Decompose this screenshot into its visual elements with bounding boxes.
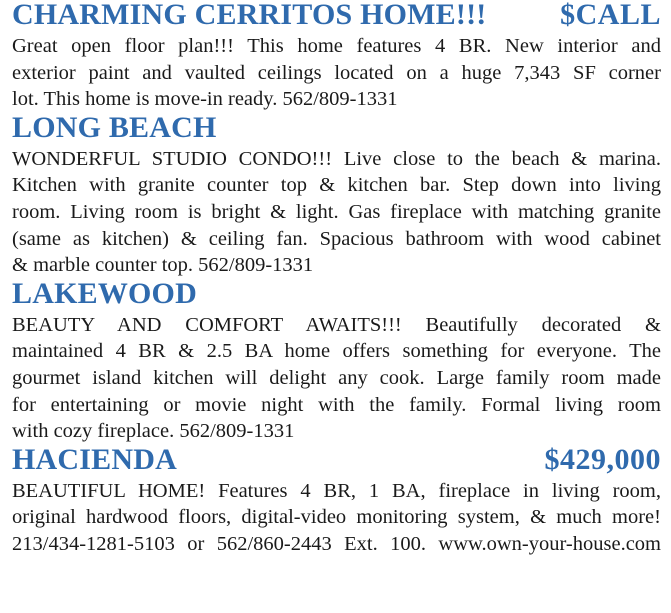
listing-title: LONG BEACH [12,110,217,144]
listing-description [12,312,661,445]
listing-heading [12,0,661,33]
description-line: 213/434-1281-5103 or 562/860-2443 Ext. 100. www.own-your-house.com [12,532,661,555]
listing-cerritos [12,0,661,113]
listing-title: LAKEWOOD [12,276,197,310]
listing-title: HACIENDA [12,442,177,476]
listing-heading [12,442,661,478]
listing-long-beach [12,110,661,279]
listing-price: $429,000 [544,442,661,476]
description-line: Kitchen with granite counter top & kitchen bar. Step down into living [12,174,661,197]
listing-hacienda [12,442,661,558]
description-line: WONDERFUL STUDIO CONDO!!! Live close to the beach & marina. [12,147,661,170]
description-line: & marble counter top. 562/809-1331 [12,254,314,277]
description-line: exterior paint and vaulted ceilings located on a huge 7,343 SF corner [12,61,661,84]
description-line: room. Living room is bright & light. Gas fireplace with matching granite [12,200,661,223]
description-line: lot. This home is move-in ready. 562/809-1331 [12,88,398,111]
listing-description [12,146,661,279]
listing-heading [12,110,661,146]
description-line: gourmet island kitchen will delight any cook. Large family room made [12,366,661,389]
description-line: for entertaining or movie night with the family. Formal living room [12,393,661,416]
listings-page [12,0,661,613]
description-line: maintained 4 BR & 2.5 BA home offers something for everyone. The [12,340,661,363]
listing-title: CHARMING CERRITOS HOME!!! [12,0,487,31]
description-line: Great open floor plan!!! This home features 4 BR. New interior and [12,35,661,57]
description-line: BEAUTY AND COMFORT AWAITS!!! Beautifully decorated & [12,313,661,336]
description-line: (same as kitchen) & ceiling fan. Spacious bathroom with wood cabinet [12,227,661,250]
listing-description [12,478,661,558]
description-line: BEAUTIFUL HOME! Features 4 BR, 1 BA, fireplace in living room, [12,479,661,502]
description-line: original hardwood floors, digital-video monitoring system, & much more! [12,506,661,529]
listing-lakewood [12,276,661,445]
listing-heading [12,276,661,312]
listing-description [12,33,661,113]
description-line: with cozy fireplace. 562/809-1331 [12,420,295,443]
listing-price: $CALL [560,0,661,31]
